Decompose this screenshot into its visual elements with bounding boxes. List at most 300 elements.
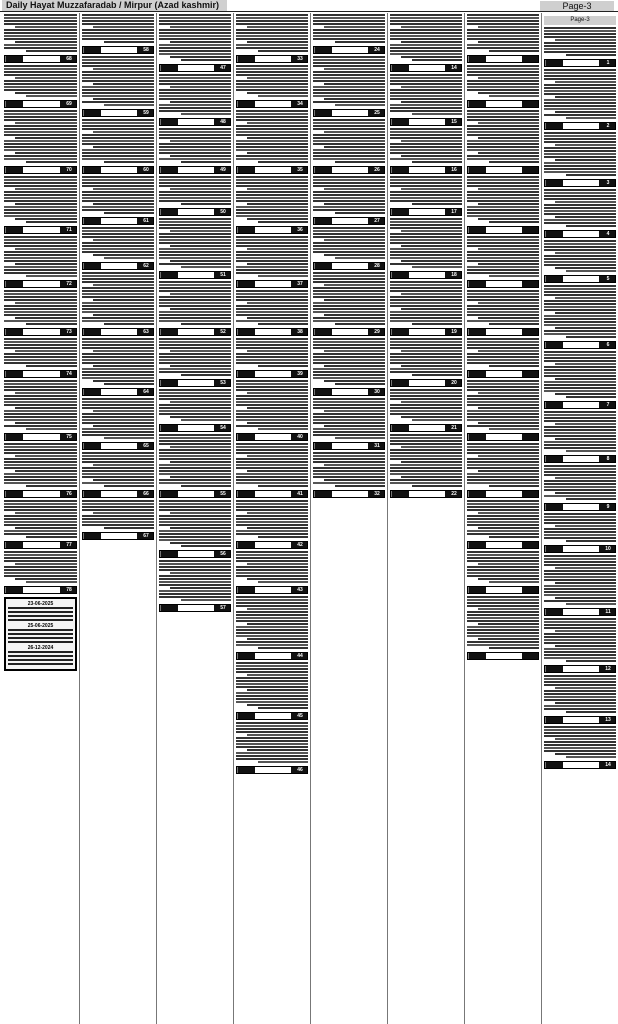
- ad-tag: [237, 101, 253, 107]
- ad-number-bar: [467, 586, 539, 594]
- ad-number: 44: [297, 653, 303, 659]
- ad-tag: [83, 329, 99, 335]
- ad-blank: [563, 456, 599, 462]
- ad-tag: [5, 281, 21, 287]
- article-text: [390, 434, 462, 488]
- ad-tag: [160, 380, 176, 386]
- page-number-box: Page-3: [544, 16, 616, 25]
- ad-number-bar: [313, 388, 385, 396]
- article-text: [467, 236, 539, 278]
- ad-tag: [237, 56, 253, 62]
- ad-tag: [83, 218, 99, 224]
- article-text: [236, 65, 308, 98]
- ad-tag: [545, 180, 561, 186]
- article-text: [544, 285, 616, 339]
- ad-blank: [23, 227, 60, 233]
- ad-number: 13: [605, 717, 611, 723]
- ad-number-bar: [544, 503, 616, 511]
- ad-number-bar: [544, 179, 616, 187]
- ad-blank: [563, 123, 599, 129]
- ad-number-bar: [159, 271, 231, 279]
- ad-blank: [255, 281, 291, 287]
- ad-number: 30: [374, 389, 380, 395]
- article-text: [544, 69, 616, 120]
- article-text: [4, 14, 77, 53]
- column-c4: [310, 13, 387, 1024]
- ad-number-bar: [159, 604, 231, 612]
- ad-number-bar: [544, 401, 616, 409]
- ad-number-bar: [236, 433, 308, 441]
- ad-tag: [237, 227, 253, 233]
- ad-tag: [237, 491, 253, 497]
- ad-blank: [332, 443, 368, 449]
- article-text: [313, 14, 385, 44]
- ad-tag: [391, 209, 407, 215]
- ad-number: 57: [220, 605, 226, 611]
- article-text: [467, 110, 539, 164]
- ad-number: 70: [66, 167, 72, 173]
- ad-number-bar: [390, 208, 462, 216]
- ad-number-bar: [159, 424, 231, 432]
- ad-number-bar: [82, 388, 154, 396]
- article-text: [159, 338, 231, 377]
- ad-blank: [409, 119, 445, 125]
- masthead: [0, 0, 618, 12]
- ad-blank: [486, 371, 522, 377]
- ad-number: [524, 227, 538, 233]
- ad-blank: [101, 329, 137, 335]
- ad-number: 34: [297, 101, 303, 107]
- ad-blank: [23, 167, 60, 173]
- ad-tag: [237, 713, 253, 719]
- article-text: [467, 14, 539, 53]
- article-text: [159, 74, 231, 116]
- ad-blank: [409, 167, 445, 173]
- ad-number: [524, 491, 538, 497]
- article-text: [467, 338, 539, 368]
- ad-number-bar: [390, 379, 462, 387]
- ad-number: 12: [605, 666, 611, 672]
- ad-tag: [314, 167, 330, 173]
- ad-number-bar: [313, 442, 385, 450]
- ad-tag: [83, 167, 99, 173]
- ad-number: 7: [606, 402, 610, 408]
- ad-tag: [468, 56, 484, 62]
- ad-number: 3: [606, 180, 610, 186]
- article-text: [544, 465, 616, 501]
- article-text: [467, 500, 539, 539]
- ad-tag: [160, 209, 176, 215]
- ad-number-bar: [544, 761, 616, 769]
- ad-number: 6: [606, 342, 610, 348]
- ad-tag: [83, 443, 99, 449]
- ad-blank: [101, 533, 137, 539]
- ad-tag: [468, 101, 484, 107]
- ad-number-bar: [82, 532, 154, 540]
- article-text: [313, 119, 385, 164]
- ad-tag: [545, 123, 561, 129]
- article-text: [4, 551, 77, 584]
- ad-tag: [391, 380, 407, 386]
- ad-number-bar: [544, 275, 616, 283]
- ad-blank: [409, 425, 445, 431]
- ad-number-bar: [390, 271, 462, 279]
- ad-blank: [23, 101, 60, 107]
- article-text: [236, 596, 308, 650]
- ad-number-bar: [467, 55, 539, 63]
- ad-tag: [391, 167, 407, 173]
- article-text: [313, 452, 385, 488]
- article-text: [159, 281, 231, 326]
- ad-tag: [83, 491, 99, 497]
- ad-number-bar: [390, 118, 462, 126]
- column-c6: [156, 13, 233, 1024]
- article-text: [159, 176, 231, 206]
- newspaper-title: Daily Hayat Muzzafaradab / Mirpur (Azad kashmir): [2, 0, 227, 11]
- ad-blank: [332, 110, 368, 116]
- ad-blank: [255, 227, 291, 233]
- ad-number-bar: [236, 490, 308, 498]
- article-text: [4, 290, 77, 326]
- ad-tag: [83, 110, 99, 116]
- article-text: [159, 389, 231, 422]
- ad-number-bar: [82, 328, 154, 336]
- ad-tag: [545, 609, 561, 615]
- ad-blank: [178, 380, 214, 386]
- article-text: [544, 555, 616, 606]
- ad-number: 64: [143, 389, 149, 395]
- ad-blank: [255, 542, 291, 548]
- ad-number: 39: [297, 371, 303, 377]
- ad-blank: [409, 209, 445, 215]
- ad-tag: [468, 281, 484, 287]
- ad-blank: [255, 653, 291, 659]
- ad-number-bar: [467, 370, 539, 378]
- ad-tag: [5, 542, 21, 548]
- newspaper-columns: [0, 13, 618, 1024]
- ad-number: 33: [297, 56, 303, 62]
- ad-number-bar: [159, 118, 231, 126]
- ad-blank: [332, 389, 368, 395]
- ad-blank: [101, 263, 137, 269]
- ad-tag: [5, 371, 21, 377]
- ad-number: 4: [606, 231, 610, 237]
- ad-tag: [160, 119, 176, 125]
- article-text: [4, 65, 77, 98]
- ad-number: 48: [220, 119, 226, 125]
- ad-number-bar: [313, 109, 385, 117]
- ad-number-bar: [544, 455, 616, 463]
- article-text: [467, 596, 539, 650]
- ad-number: 60: [143, 167, 149, 173]
- ad-number-bar: [236, 766, 308, 774]
- ad-number-bar: [313, 490, 385, 498]
- ad-number-bar: [236, 541, 308, 549]
- ad-tag: [160, 491, 176, 497]
- ad-number: 14: [605, 762, 611, 768]
- ad-number: [524, 101, 538, 107]
- notice-date: 25-06-2025: [27, 623, 54, 629]
- ad-tag: [160, 329, 176, 335]
- ad-number-bar: [4, 490, 77, 498]
- ad-number: 24: [374, 47, 380, 53]
- ad-tag: [5, 56, 21, 62]
- ad-tag: [237, 434, 253, 440]
- ad-number-bar: [313, 262, 385, 270]
- ad-number: 1: [606, 60, 610, 66]
- article-text: [236, 14, 308, 53]
- ad-tag: [468, 653, 484, 659]
- ad-tag: [237, 329, 253, 335]
- ad-number: 41: [297, 491, 303, 497]
- article-text: [313, 227, 385, 260]
- ad-number: [524, 653, 538, 659]
- ad-blank: [563, 342, 599, 348]
- ad-blank: [23, 329, 60, 335]
- ad-tag: [5, 587, 21, 593]
- ad-blank: [178, 329, 214, 335]
- ad-tag: [468, 329, 484, 335]
- article-text: [236, 176, 308, 224]
- ad-number-bar: [544, 230, 616, 238]
- ad-blank: [178, 272, 214, 278]
- ad-tag: [545, 231, 561, 237]
- ad-number-bar: [159, 328, 231, 336]
- ad-number: 52: [220, 329, 226, 335]
- ad-blank: [486, 434, 522, 440]
- ad-tag: [545, 342, 561, 348]
- ad-number-bar: [4, 55, 77, 63]
- ad-number-bar: [390, 166, 462, 174]
- ad-number-bar: [544, 545, 616, 553]
- page-number-label: Page-3: [540, 1, 614, 11]
- ad-number: [524, 587, 538, 593]
- ad-tag: [468, 371, 484, 377]
- ad-number: 78: [66, 587, 72, 593]
- ad-number-bar: [236, 166, 308, 174]
- ad-tag: [237, 281, 253, 287]
- ad-blank: [486, 167, 522, 173]
- ad-number: 71: [66, 227, 72, 233]
- ad-number: 51: [220, 272, 226, 278]
- article-text: [4, 380, 77, 431]
- article-text: [390, 74, 462, 116]
- ad-number: 9: [606, 504, 610, 510]
- ad-blank: [23, 56, 60, 62]
- ad-number-bar: [467, 652, 539, 660]
- article-text: [313, 56, 385, 107]
- ad-number-bar: [467, 328, 539, 336]
- article-text: [390, 389, 462, 422]
- column-c8: [2, 13, 79, 1024]
- ad-number: 42: [297, 542, 303, 548]
- article-text: [4, 176, 77, 224]
- ad-number: 72: [66, 281, 72, 287]
- ad-number: 18: [451, 272, 457, 278]
- article-text: [82, 176, 154, 215]
- article-text: [236, 290, 308, 326]
- article-text: [236, 380, 308, 431]
- ad-number-bar: [159, 550, 231, 558]
- ad-blank: [563, 60, 599, 66]
- ad-tag: [545, 717, 561, 723]
- ad-blank: [563, 231, 599, 237]
- ad-tag: [545, 546, 561, 552]
- ad-number-bar: [236, 586, 308, 594]
- ad-blank: [178, 551, 214, 557]
- ad-blank: [486, 227, 522, 233]
- ad-number-bar: [467, 226, 539, 234]
- article-text: [467, 551, 539, 584]
- ad-number-bar: [4, 370, 77, 378]
- ad-tag: [160, 425, 176, 431]
- ad-tag: [160, 65, 176, 71]
- column-c7: [79, 13, 156, 1024]
- ad-number: [524, 167, 538, 173]
- ad-tag: [160, 167, 176, 173]
- ad-number: 10: [605, 546, 611, 552]
- ad-number: 46: [297, 767, 303, 773]
- ad-tag: [5, 434, 21, 440]
- ad-number-bar: [4, 100, 77, 108]
- ad-number: [524, 434, 538, 440]
- ad-number-bar: [82, 442, 154, 450]
- ad-number-bar: [467, 490, 539, 498]
- article-text: [467, 443, 539, 488]
- ad-number-bar: [4, 280, 77, 288]
- ad-number-bar: [82, 490, 154, 498]
- article-text: [390, 218, 462, 269]
- ad-number: 76: [66, 491, 72, 497]
- article-text: [313, 338, 385, 386]
- ad-blank: [255, 713, 291, 719]
- article-text: [4, 236, 77, 278]
- ad-number: [524, 371, 538, 377]
- article-text: [159, 128, 231, 164]
- ad-number: 27: [374, 218, 380, 224]
- ad-number-bar: [544, 608, 616, 616]
- ad-tag: [237, 587, 253, 593]
- ad-number-bar: [544, 59, 616, 67]
- ad-blank: [563, 666, 599, 672]
- ad-number: 11: [605, 609, 611, 615]
- ad-blank: [101, 110, 137, 116]
- ad-number: 66: [143, 491, 149, 497]
- ad-number: 69: [66, 101, 72, 107]
- ad-blank: [486, 101, 522, 107]
- article-text: [82, 227, 154, 260]
- article-text: [236, 722, 308, 764]
- column-c2: [464, 13, 541, 1024]
- ad-tag: [314, 47, 330, 53]
- article-text: [390, 176, 462, 206]
- ad-tag: [391, 491, 407, 497]
- ad-blank: [255, 767, 291, 773]
- ad-blank: [486, 329, 522, 335]
- ad-number: [524, 329, 538, 335]
- ad-number: 58: [143, 47, 149, 53]
- ad-number-bar: [236, 652, 308, 660]
- ad-tag: [545, 60, 561, 66]
- ad-blank: [23, 434, 60, 440]
- ad-blank: [409, 329, 445, 335]
- article-text: [544, 513, 616, 543]
- article-text: [467, 380, 539, 431]
- article-text: [467, 176, 539, 224]
- article-text: [159, 434, 231, 488]
- ad-blank: [101, 218, 137, 224]
- article-text: [159, 500, 231, 548]
- article-text: [390, 281, 462, 326]
- ad-tag: [391, 425, 407, 431]
- ad-blank: [332, 167, 368, 173]
- ad-number: 16: [451, 167, 457, 173]
- ad-blank: [255, 329, 291, 335]
- ad-tag: [314, 491, 330, 497]
- ad-number: 67: [143, 533, 149, 539]
- ad-blank: [178, 491, 214, 497]
- ad-number-bar: [313, 46, 385, 54]
- ad-number-bar: [544, 716, 616, 724]
- article-text: [313, 398, 385, 440]
- notice-date: 23-06-2025: [27, 601, 54, 607]
- article-text: [82, 14, 154, 44]
- ad-blank: [178, 425, 214, 431]
- ad-blank: [563, 402, 599, 408]
- ad-number-bar: [236, 328, 308, 336]
- ad-blank: [486, 653, 522, 659]
- ad-number-bar: [236, 226, 308, 234]
- article-text: [4, 338, 77, 368]
- article-text: [82, 272, 154, 326]
- ad-number: 8: [606, 456, 610, 462]
- ad-number: 65: [143, 443, 149, 449]
- ad-number: 75: [66, 434, 72, 440]
- article-text: [82, 56, 154, 107]
- ad-blank: [486, 491, 522, 497]
- ad-number-bar: [390, 64, 462, 72]
- ad-number: 20: [451, 380, 457, 386]
- ad-number: 25: [374, 110, 380, 116]
- article-text: [82, 398, 154, 440]
- ad-blank: [255, 167, 291, 173]
- ad-number: [524, 56, 538, 62]
- ad-number: 19: [451, 329, 457, 335]
- ad-tag: [83, 389, 99, 395]
- ad-number: 74: [66, 371, 72, 377]
- ad-number: 28: [374, 263, 380, 269]
- ad-blank: [101, 47, 137, 53]
- ad-blank: [486, 56, 522, 62]
- article-text: [313, 272, 385, 326]
- ad-number: 35: [297, 167, 303, 173]
- ad-number-bar: [544, 122, 616, 130]
- ad-number-bar: [159, 166, 231, 174]
- article-text: [236, 662, 308, 710]
- ad-number: 63: [143, 329, 149, 335]
- ad-number-bar: [467, 280, 539, 288]
- ad-number-bar: [159, 490, 231, 498]
- article-text: [4, 110, 77, 164]
- column-c5: [233, 13, 310, 1024]
- article-text: [544, 618, 616, 663]
- ad-number-bar: [313, 166, 385, 174]
- ad-number-bar: [4, 433, 77, 441]
- ad-number: 29: [374, 329, 380, 335]
- ad-blank: [563, 609, 599, 615]
- ad-number-bar: [390, 424, 462, 432]
- ad-tag: [545, 456, 561, 462]
